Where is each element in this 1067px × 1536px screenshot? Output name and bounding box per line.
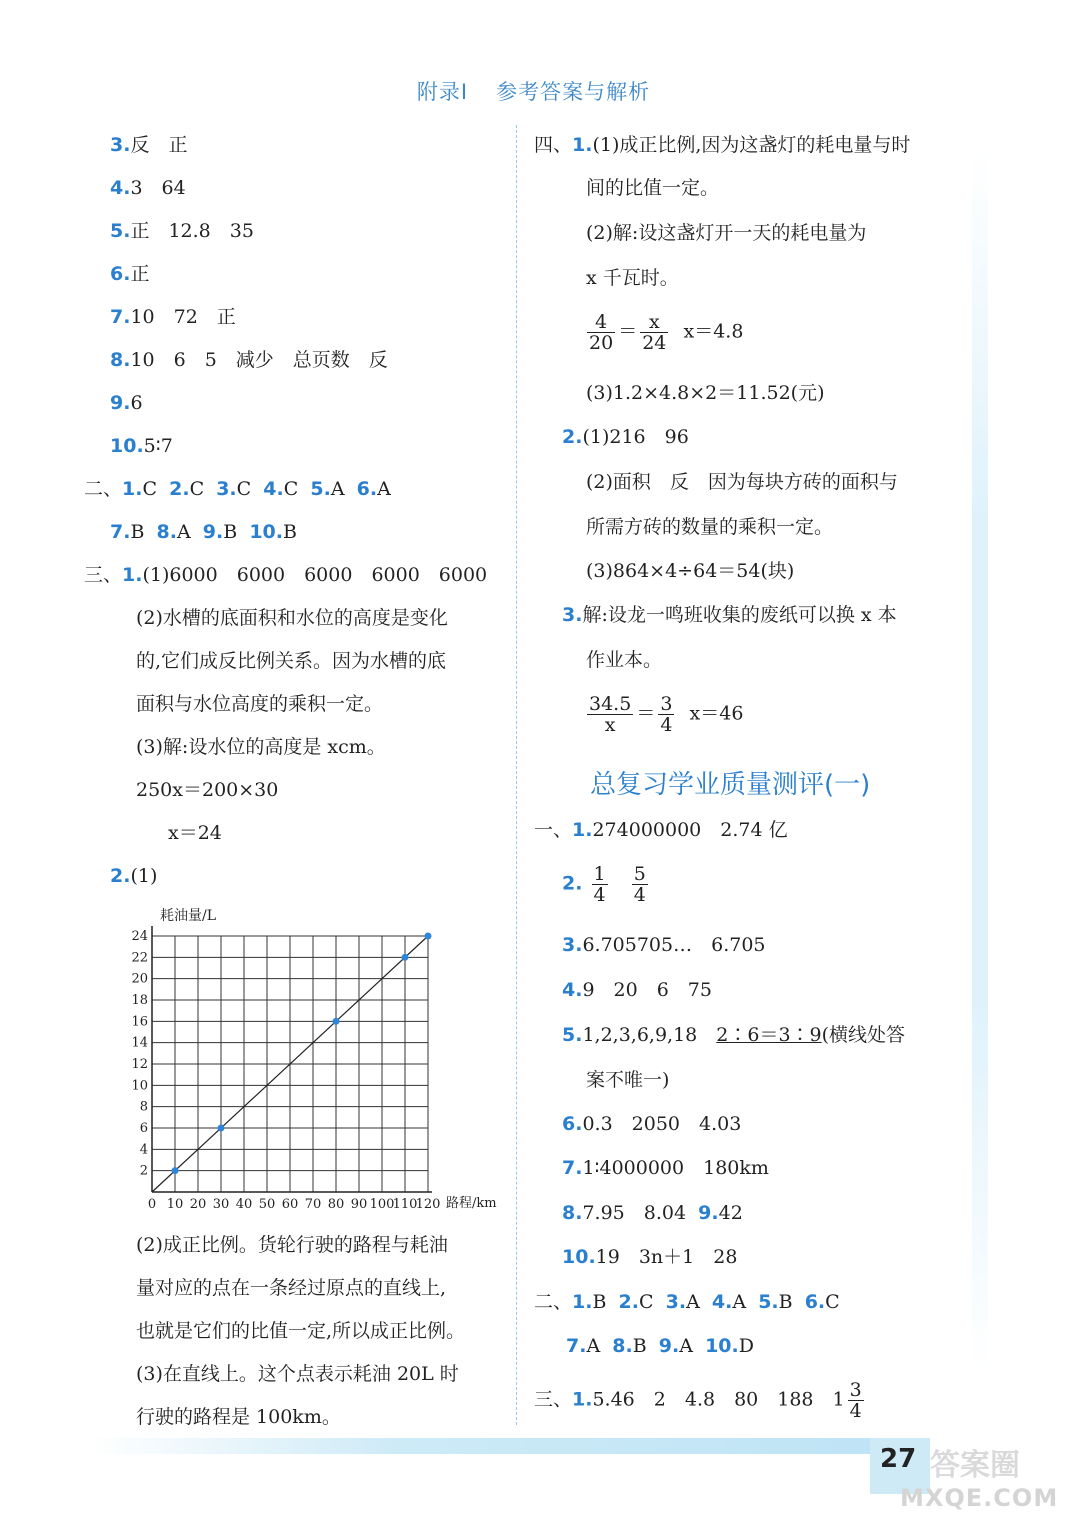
y-tick-label: 16 — [131, 1014, 148, 1030]
answer-8: 8.10 6 5 减少 总页数 反 — [110, 349, 388, 371]
x-tick-label: 40 — [235, 1197, 253, 1212]
text-line: 面积与水位高度的乘积一定。 — [136, 693, 384, 715]
data-point — [425, 933, 432, 940]
text-line: 量对应的点在一条经过原点的直线上, — [136, 1277, 447, 1299]
answer-3: 3.反 正 — [110, 134, 188, 156]
text-line: 的,它们成反比例关系。因为水槽的底 — [136, 650, 447, 672]
fraction: $\frac{5}{4}$ — [633, 863, 646, 906]
test-q8-q9: 8.7.95 8.04 9.42 — [562, 1202, 743, 1224]
x-tick-label: 60 — [281, 1197, 299, 1212]
y-tick-label: 20 — [131, 971, 148, 987]
page-header — [0, 76, 1067, 106]
y-tick-label: 14 — [131, 1035, 148, 1051]
x-tick-label: 20 — [189, 1197, 207, 1212]
watermark-url: MXQE.COM — [900, 1484, 1059, 1512]
fraction: $\frac{1}{4}$ — [593, 863, 606, 906]
text-line: (2)水槽的底面积和水位的高度是变化 — [136, 607, 448, 629]
text-line: 间的比值一定。 — [586, 177, 720, 199]
text-line: (3)864×4÷64＝54(块) — [586, 560, 795, 582]
x-tick-label: 110 — [392, 1197, 418, 1212]
fraction: $\frac{3}{4}$ — [849, 1379, 862, 1422]
answer-6: 6.正 — [110, 263, 150, 285]
text-line: 作业本。 — [586, 649, 663, 671]
test-section-2-row-1: 二、1.B 2.C 3.A 4.A 5.B 6.C — [534, 1291, 840, 1313]
section-4-q2: 2.(1)216 96 — [562, 426, 689, 448]
text-line: (2)成正比例。货轮行驶的路程与耗油 — [136, 1234, 448, 1256]
section-2-row-2: 7.B 8.A 9.B 10.B — [110, 521, 297, 543]
text-line: (2)解:设这盏灯开一天的耗电量为 — [586, 222, 867, 244]
y-tick-label: 8 — [139, 1099, 148, 1115]
data-point — [333, 1018, 340, 1025]
y-tick-label: 6 — [139, 1121, 148, 1136]
x-tick-label: 0 — [147, 1197, 157, 1212]
chart-y-label: 耗油量/L — [160, 908, 217, 924]
chart-x-label: 路程/km — [446, 1196, 497, 1211]
decorative-band-right — [972, 150, 988, 1370]
y-tick-label: 18 — [131, 993, 148, 1008]
text-line: x 千瓦时。 — [586, 267, 679, 289]
test-q5: 5.1,2,3,6,9,18 2∶6＝3∶9(横线处答 — [562, 1024, 906, 1046]
y-tick-label: 22 — [131, 950, 148, 966]
chart-x-ticks — [148, 1197, 441, 1212]
text-line: 也就是它们的比值一定,所以成正比例。 — [136, 1320, 466, 1342]
chart-y-ticks — [131, 929, 148, 1179]
text-line: (3)在直线上。这个点表示耗油 20L 时 — [136, 1363, 459, 1385]
test-q3: 3.6.705705… 6.705 — [562, 934, 766, 956]
section-4-q1: 四、1.(1)成正比例,因为这盏灯的耗电量与时 — [534, 134, 911, 156]
test-q1: 一、1.274000000 2.74 亿 — [534, 819, 788, 841]
answer-5: 5.正 12.8 35 — [110, 220, 254, 242]
data-point — [218, 1125, 225, 1132]
answer-9: 9.6 — [110, 392, 143, 414]
x-tick-label: 80 — [327, 1197, 345, 1212]
fraction: $\frac{3}{4}$ — [660, 693, 673, 736]
text-line: (3)1.2×4.8×2＝11.52(元) — [586, 382, 825, 404]
fraction: $\frac{x}{24}$ — [642, 311, 667, 354]
equation-line: $\frac{34.5}{x}$ ＝ $\frac{3}{4}$ x＝46 — [589, 693, 744, 736]
equation-line: x＝24 — [168, 822, 222, 844]
chart-axes — [152, 926, 432, 1192]
y-tick-label: 24 — [131, 929, 148, 944]
column-divider — [516, 125, 517, 1425]
x-tick-label: 90 — [350, 1197, 368, 1212]
section-3-q1: 三、1.(1)6000 6000 6000 6000 6000 — [84, 564, 488, 586]
test-q4: 4.9 20 6 75 — [562, 979, 712, 1001]
answer-7: 7.10 72 正 — [110, 306, 236, 328]
test-section-3-q1: 三、1.5.46 2 4.8 80 188 1 $\frac{3}{4}$ — [534, 1379, 862, 1422]
test-section-2-row-2: 7.A 8.B 9.A 10.D — [566, 1335, 754, 1357]
text-line: (3)解:设水位的高度是 xcm。 — [136, 736, 386, 758]
x-tick-label: 30 — [212, 1197, 230, 1212]
decorative-band-bottom — [90, 1438, 870, 1454]
text-line: 所需方砖的数量的乘积一定。 — [586, 516, 834, 538]
section-4-q3: 3.解:设龙一鸣班收集的废纸可以换 x 本 — [562, 604, 897, 626]
y-tick-label: 4 — [139, 1142, 148, 1158]
test-q2: 2. $\frac{1}{4}$ $\frac{5}{4}$ — [562, 863, 646, 906]
answer-4: 4.3 64 — [110, 177, 186, 199]
x-tick-label: 10 — [166, 1197, 184, 1212]
x-tick-label: 100 — [369, 1197, 395, 1212]
data-point — [402, 954, 409, 961]
test-q7: 7.1∶4000000 180km — [562, 1157, 769, 1179]
equation-line: 250x＝200×30 — [136, 779, 279, 801]
header-appendix: 附录Ⅰ — [416, 80, 469, 104]
header-title: 参考答案与解析 — [496, 80, 651, 104]
text-line: 案不唯一) — [586, 1069, 670, 1091]
page-number: 27 — [880, 1444, 917, 1474]
y-tick-label: 12 — [131, 1057, 148, 1072]
y-tick-label: 10 — [131, 1078, 148, 1094]
x-tick-label: 120 — [415, 1197, 441, 1212]
text-line: 行驶的路程是 100km。 — [136, 1406, 341, 1428]
section-title: 总复习学业质量测评(一) — [590, 770, 871, 800]
text-line: (2)面积 反 因为每块方砖的面积与 — [586, 471, 898, 493]
section-3-q2: 2.(1) — [110, 865, 158, 887]
fuel-distance-chart — [128, 900, 528, 1220]
x-tick-label: 50 — [258, 1197, 276, 1212]
watermark-logo: 答案圈 — [930, 1448, 1020, 1483]
x-tick-label: 70 — [304, 1197, 322, 1212]
test-q6: 6.0.3 2050 4.03 — [562, 1113, 742, 1135]
data-point — [172, 1167, 179, 1174]
fraction: $\frac{34.5}{x}$ — [589, 693, 632, 736]
section-2-row-1: 二、1.C 2.C 3.C 4.C 5.A 6.A — [84, 478, 391, 500]
answer-10: 10.5∶7 — [110, 435, 173, 457]
y-tick-label: 2 — [139, 1163, 148, 1179]
test-q10: 10.19 3n＋1 28 — [562, 1246, 738, 1268]
equation-line: $\frac{4}{20}$ ＝ $\frac{x}{24}$ x＝4.8 — [589, 311, 744, 354]
fraction: $\frac{4}{20}$ — [589, 311, 614, 354]
